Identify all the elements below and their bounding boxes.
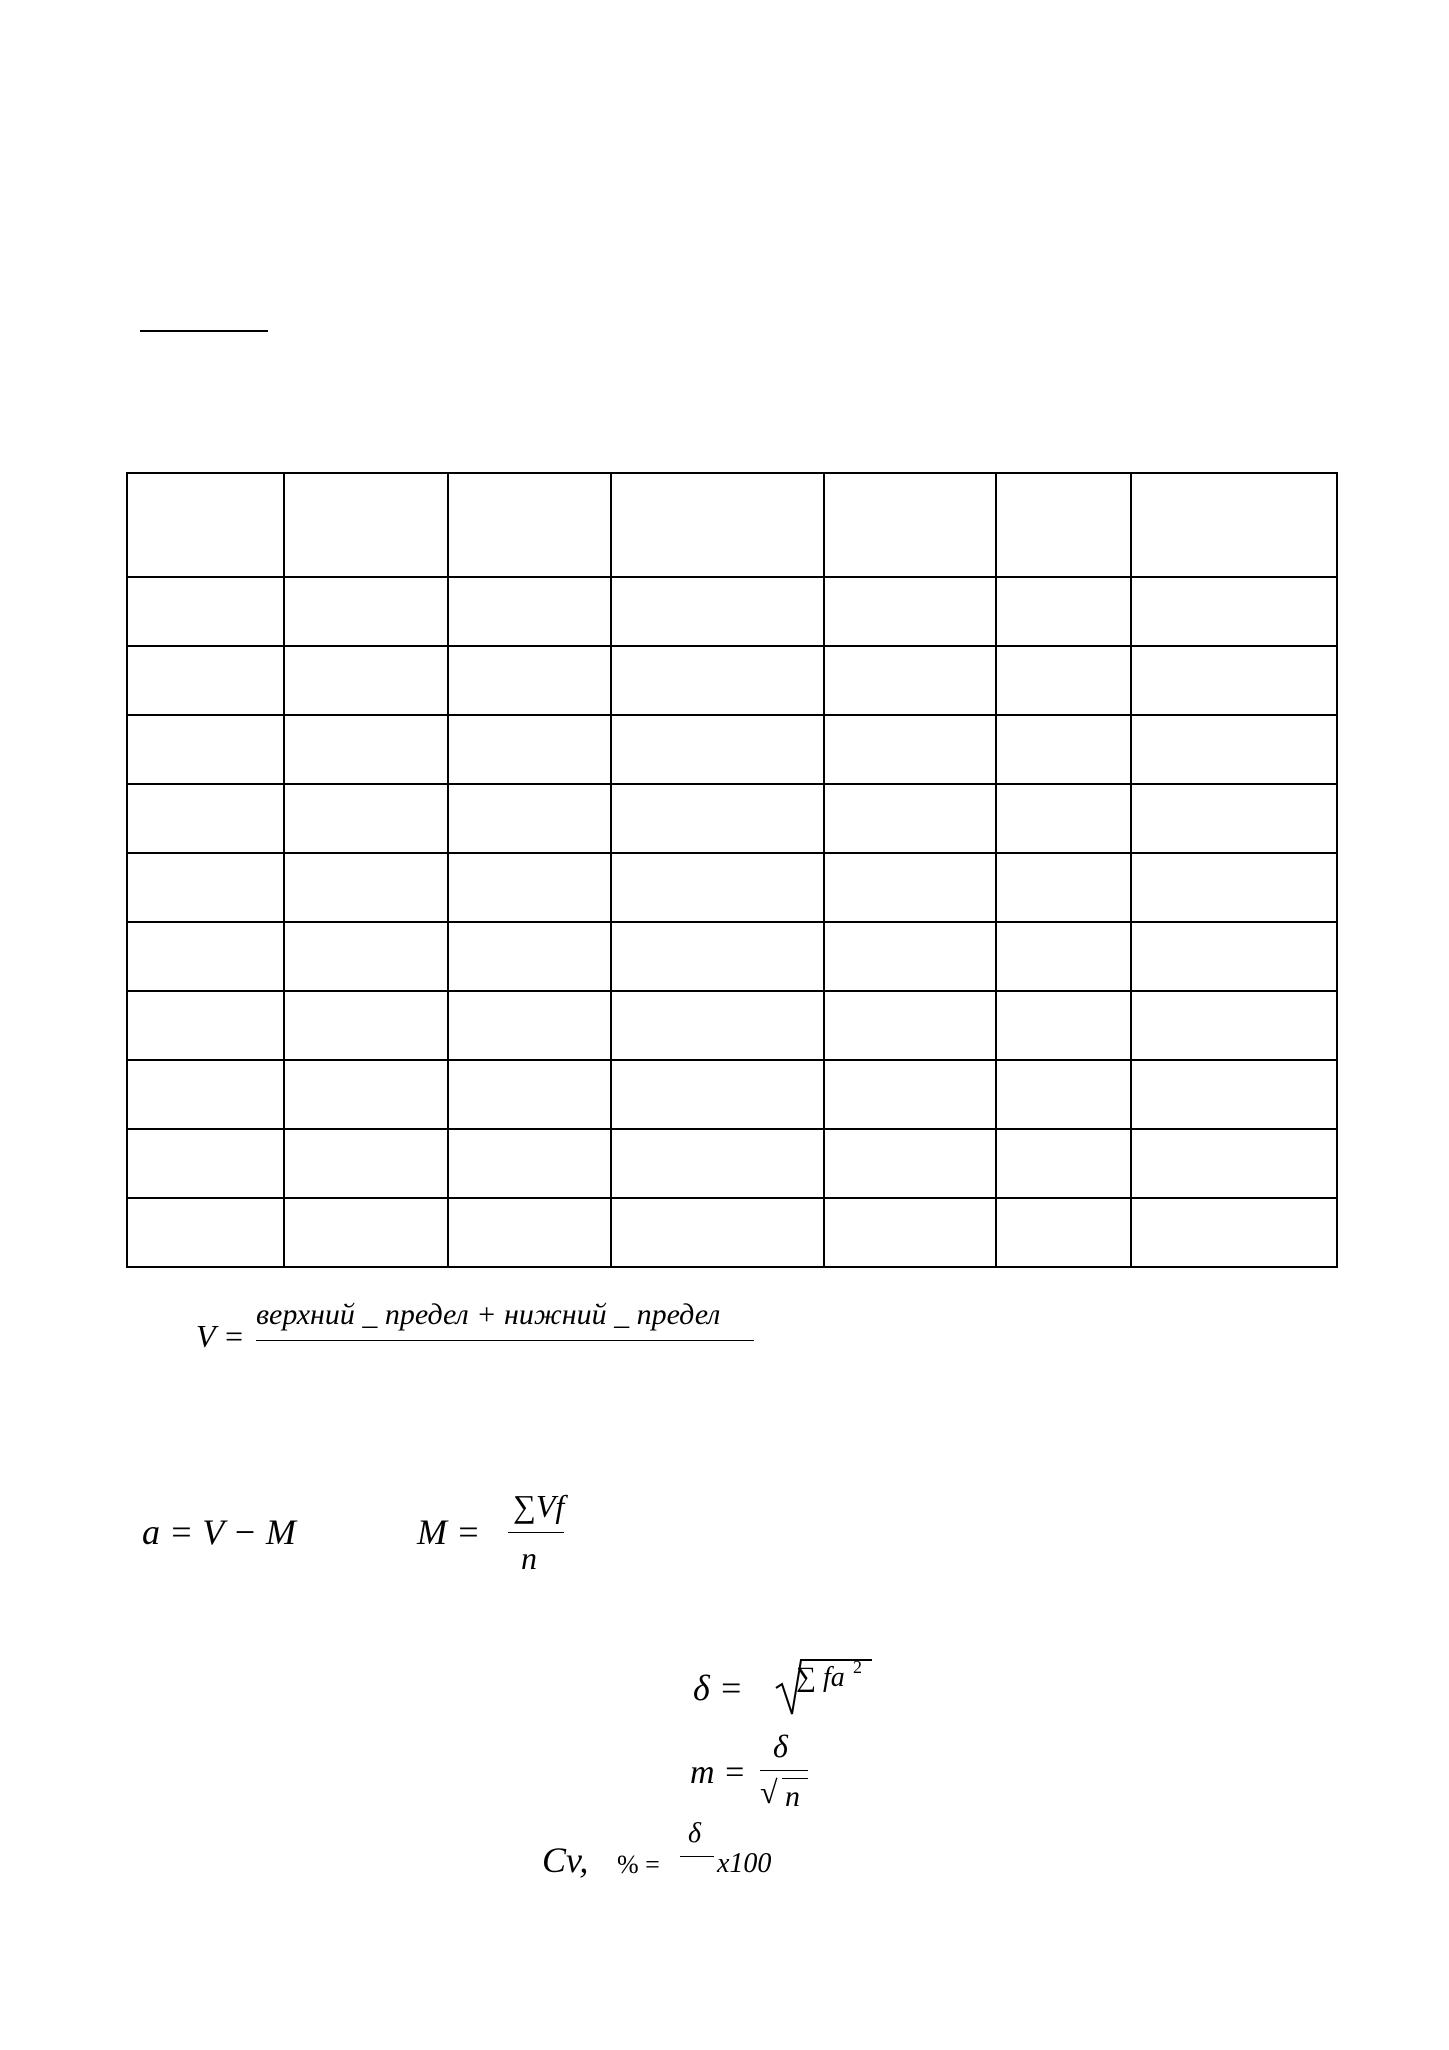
table-cell [1131,991,1337,1060]
table-row [127,922,1337,991]
table-cell [284,577,448,646]
table-cell [611,853,824,922]
table-cell [1131,1198,1337,1267]
table-cell [824,577,996,646]
table-cell [127,1060,284,1129]
table-cell [448,991,611,1060]
table-cell [611,784,824,853]
table-cell [824,784,996,853]
table-cell [611,1129,824,1198]
formula-lhs: m = [690,1754,746,1791]
table-cell [1131,715,1337,784]
table-cell [1131,784,1337,853]
table-cell [448,853,611,922]
formula-lhs: δ = [693,1668,744,1708]
table-row [127,646,1337,715]
table-cell [284,991,448,1060]
fraction-bar [256,1340,754,1341]
table-cell [1131,1129,1337,1198]
formula-lhs: Cv, [542,1840,589,1880]
table-row [127,577,1337,646]
formula-numerator: верхний _ предел + нижний _ предел [256,1298,721,1331]
table-cell [1131,473,1337,577]
table-cell [448,1129,611,1198]
formula-exponent: 2 [853,1657,862,1677]
table-cell [611,991,824,1060]
table-cell [996,991,1131,1060]
table-cell [448,577,611,646]
table-row [127,784,1337,853]
table-cell [448,922,611,991]
table-cell [824,1060,996,1129]
formula-numerator: ∑Vf [513,1488,565,1524]
table-cell [284,473,448,577]
table-cell [996,646,1131,715]
table-cell [824,473,996,577]
table-cell [127,1198,284,1267]
formula-numerator: δ [773,1728,788,1764]
table-cell [611,473,824,577]
table-cell [824,922,996,991]
table-cell [996,784,1131,853]
table-cell [611,646,824,715]
table-cell [611,577,824,646]
table-row [127,1129,1337,1198]
table-cell [284,715,448,784]
table-cell [824,1198,996,1267]
table-cell [824,646,996,715]
table-cell [1131,853,1337,922]
table-row [127,991,1337,1060]
formula-tail: x100 [717,1848,772,1879]
fraction-bar [680,1856,714,1857]
heading-underline [140,330,268,332]
table-cell [127,1129,284,1198]
table-cell [284,1060,448,1129]
table-row [127,853,1337,922]
table-cell [127,577,284,646]
table-cell [448,1060,611,1129]
table-cell [127,853,284,922]
fraction-bar [508,1532,564,1533]
table-cell [1131,1060,1337,1129]
table-cell [448,473,611,577]
table-cell [996,577,1131,646]
table-cell [127,473,284,577]
table-header-row [127,473,1337,577]
formula-lhs: M = [417,1512,481,1552]
table-cell [611,1198,824,1267]
table-cell [127,715,284,784]
table-cell [127,991,284,1060]
table-cell [996,473,1131,577]
table-cell [996,853,1131,922]
table-cell [127,784,284,853]
table-cell [284,922,448,991]
formula-denominator: n [785,1780,800,1813]
table-cell [611,1060,824,1129]
formula-denominator: n [521,1540,537,1576]
table-cell [824,853,996,922]
table-cell [127,646,284,715]
sqrt-vinculum [782,1778,808,1779]
table-cell [1131,577,1337,646]
table-cell [1131,646,1337,715]
formula-percent: % = [617,1850,660,1879]
formula-numerator: δ [688,1818,702,1849]
table-cell [448,1198,611,1267]
table-cell [996,715,1131,784]
formula-lhs: V = [196,1318,245,1354]
table-cell [996,922,1131,991]
table-cell [824,715,996,784]
table-cell [996,1060,1131,1129]
data-table [126,472,1338,1268]
table-cell [611,715,824,784]
table-cell [996,1198,1131,1267]
formula-deviation: a = V − M [142,1512,296,1552]
table-cell [611,922,824,991]
table-cell [824,1129,996,1198]
table-cell [284,1198,448,1267]
table-cell [448,715,611,784]
table-cell [1131,922,1337,991]
sqrt-icon: √ [760,1774,778,1810]
table-cell [284,1129,448,1198]
table-cell [448,784,611,853]
formula-radicand: ∑ fa [796,1662,845,1693]
table-cell [448,646,611,715]
table-row [127,1060,1337,1129]
table-row [127,1198,1337,1267]
table-cell [824,991,996,1060]
table-cell [284,784,448,853]
table-cell [127,922,284,991]
table-cell [996,1129,1131,1198]
table-cell [284,646,448,715]
table-cell [284,853,448,922]
fraction-bar [760,1770,808,1771]
table-row [127,715,1337,784]
